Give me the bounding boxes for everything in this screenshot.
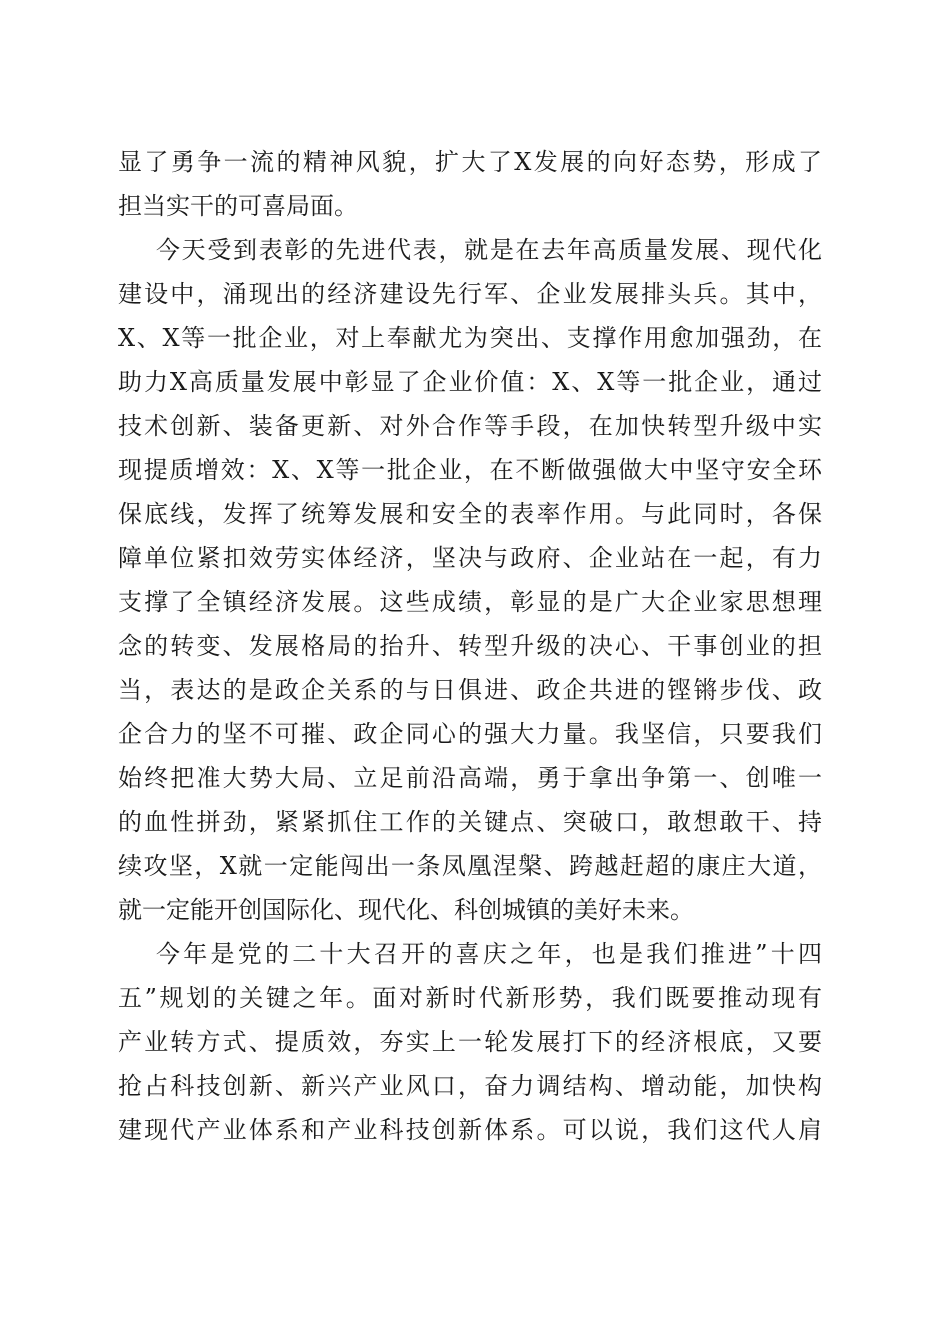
text-line: 企合力的坚不可摧、政企同心的强大力量。我坚信，只要我们 [118,720,822,748]
text-line: 五”规划的关键之年。面对新时代新形势，我们既要推动现有 [118,984,822,1012]
text-line: 障单位紧扣效劳实体经济，坚决与政府、企业站在一起，有力 [118,544,822,572]
text-line: 念的转变、发展格局的抬升、转型升级的决心、干事创业的担 [118,632,822,660]
text-line: 助力X高质量发展中彰显了企业价值：X、X等一批企业，通过 [118,368,822,396]
text-line: 今天受到表彰的先进代表，就是在去年高质量发展、现代化 [156,236,822,264]
body-text [118,140,822,1152]
paragraph-2 [118,228,822,932]
paragraph-3 [118,932,822,1152]
text-line: 当，表达的是政企关系的与日俱进、政企共进的铿锵步伐、政 [118,676,822,704]
text-line: 现提质增效：X、X等一批企业，在不断做强做大中坚守安全环 [118,456,822,484]
text-line: 的血性拼劲，紧紧抓住工作的关键点、突破口，敢想敢干、持 [118,808,822,836]
text-line: X、X等一批企业，对上奉献尤为突出、支撑作用愈加强劲，在 [118,324,822,352]
text-line: 始终把准大势大局、立足前沿高端，勇于拿出争第一、创唯一 [118,764,822,792]
text-line: 今年是党的二十大召开的喜庆之年，也是我们推进”十四 [156,940,822,968]
text-line: 显了勇争一流的精神风貌，扩大了X发展的向好态势，形成了 [118,148,822,176]
text-line: 建现代产业体系和产业科技创新体系。可以说，我们这代人肩 [118,1116,822,1144]
text-line: 支撑了全镇经济发展。这些成绩，彰显的是广大企业家思想理 [118,588,822,616]
text-line: 建设中，涌现出的经济建设先行军、企业发展排头兵。其中， [118,280,822,308]
text-line: 抢占科技创新、新兴产业风口，奋力调结构、增动能，加快构 [118,1072,822,1100]
text-line: 续攻坚，X就一定能闯出一条凤凰涅槃、跨越赶超的康庄大道， [118,852,822,880]
text-line: 保底线，发挥了统筹发展和安全的表率作用。与此同时，各保 [118,500,822,528]
paragraph-1 [118,140,822,228]
text-line: 就一定能开创国际化、现代化、科创城镇的美好未来。 [118,896,694,924]
text-line: 产业转方式、提质效，夯实上一轮发展打下的经济根底，又要 [118,1028,822,1056]
text-line: 技术创新、装备更新、对外合作等手段，在加快转型升级中实 [118,412,822,440]
text-line: 担当实干的可喜局面。 [118,192,358,220]
